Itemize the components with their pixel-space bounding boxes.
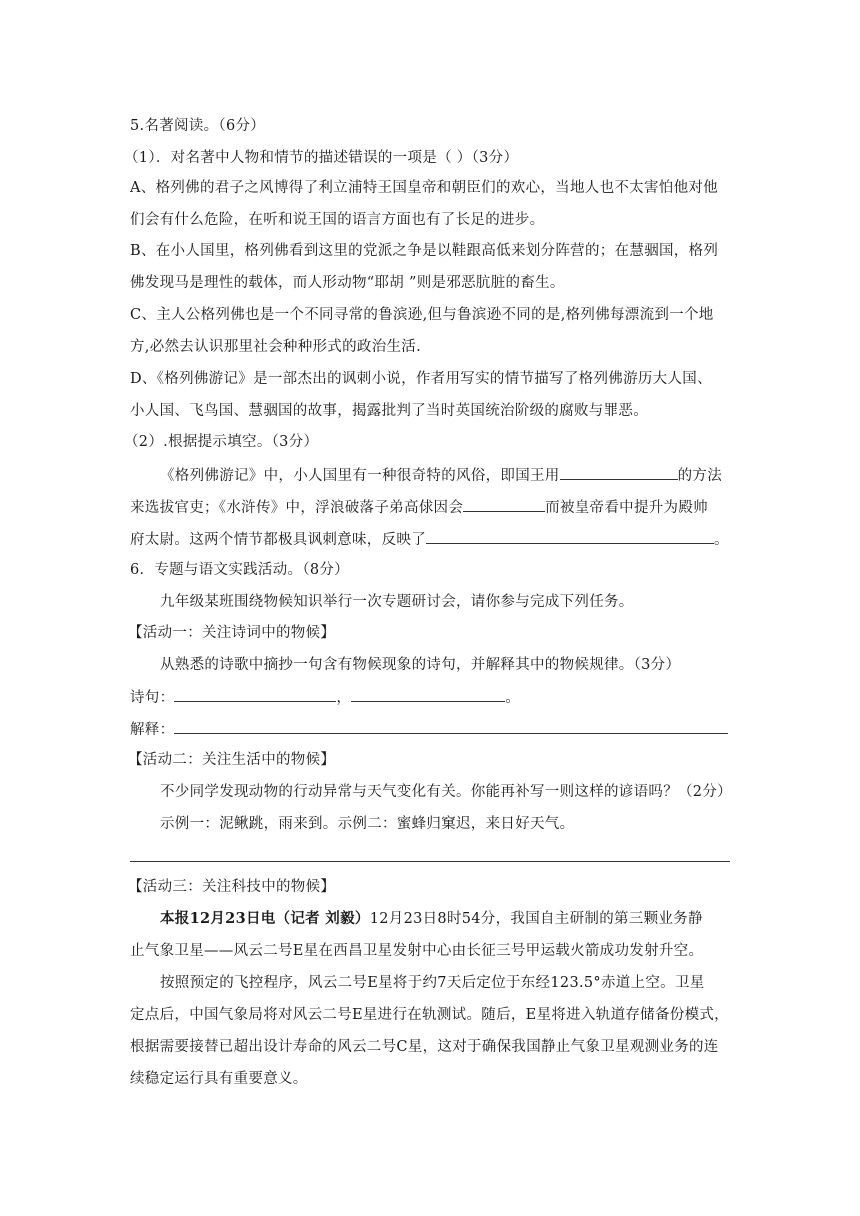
q5-fill-line3 <box>130 529 730 550</box>
activity2-example: 示例一：泥鳅跳，雨来到。示例二：蜜蜂归窠迟，来日好天气。 <box>160 816 575 832</box>
explain-label: 解释： <box>130 722 175 738</box>
q5-fill-text: 而被皇帝看中提升为殿帅 <box>545 500 708 516</box>
q5-option-a-line1: A、格列佛的君子之风博得了利立浦特王国皇帝和朝臣们的欢心，当地人也不太害怕他对他 <box>130 180 718 196</box>
news-text: 12月23日8时54分，我国自主研制的第三颗业务静 <box>369 911 703 927</box>
q5-title: 5.名著阅读。（6分） <box>130 118 266 134</box>
q5-fill-line1 <box>160 465 760 486</box>
q5-sub1: （1）．对名著中人物和情节的描述错误的一项是（ ）（3分） <box>124 150 519 166</box>
activity2-title: 【活动二：关注生活中的物候】 <box>128 752 336 768</box>
q5-fill-text: 。 <box>714 532 729 548</box>
answer-line[interactable] <box>130 861 730 862</box>
news-paragraph2-line2: 定点后，中国气象局将对风云二号E星进行在轨测试。随后，E星将进入轨道存储备份模式， <box>130 1007 729 1023</box>
q6-title: 6．专题与语文实践活动。（8分） <box>130 562 349 578</box>
q5-fill-text: 府太尉。这两个情节都极具讽刺意味，反映了 <box>130 532 426 548</box>
q5-option-b-line2: 佛发现马是理性的载体，而人形动物“耶胡 ”则是邪恶肮脏的畜生。 <box>130 275 565 291</box>
q5-option-d-line1: D、《格列佛游记》是一部杰出的讽刺小说，作者用写实的情节描写了格列佛游历大人国、 <box>130 371 712 387</box>
news-paragraph1-line1 <box>160 909 760 929</box>
q5-fill-line2 <box>130 497 730 518</box>
q5-option-d-line2: 小人国、飞鸟国、慧骃国的故事，揭露批判了当时英国统治阶级的腐败与罪恶。 <box>130 403 648 419</box>
answer-blank[interactable] <box>426 529 714 544</box>
q5-option-c-line2: 方,必然去认识那里社会种种形式的政治生活. <box>130 339 422 355</box>
poem-end: 。 <box>505 690 521 706</box>
news-paragraph2-line4: 续稳定运行具有重要意义。 <box>130 1071 308 1087</box>
news-paragraph1-line2: 止气象卫星——风云二号E星在西昌卫星发射中心由长征三号甲运载火箭成功发射升空。 <box>130 943 704 959</box>
activity1-title: 【活动一：关注诗词中的物候】 <box>128 625 336 641</box>
activity1-task: 从熟悉的诗歌中摘抄一句含有物候现象的诗句，并解释其中的物候规律。（3分） <box>160 657 681 673</box>
news-paragraph2-line3: 根据需要接替已超出设计寿命的风云二号C星，这对于确保我国静止气象卫星观测业务的连 <box>130 1039 719 1055</box>
activity3-title: 【活动三：关注科技中的物候】 <box>128 879 336 895</box>
poem-comma: ， <box>336 690 352 706</box>
q5-fill-text: 的方法 <box>677 468 723 484</box>
q5-option-a-line2: 们会有什么危险，在听和说王国的语言方面也有了长足的进步。 <box>130 212 545 228</box>
activity2-task: 不少同学发现动物的行动异常与天气变化有关。你能再补写一则这样的谚语吗？（2分） <box>160 784 732 800</box>
q6-intro: 九年级某班围绕物候知识举行一次专题研讨会，请你参与完成下列任务。 <box>160 594 634 610</box>
poem-blank-1[interactable] <box>174 687 336 702</box>
explain-blank[interactable] <box>174 719 728 734</box>
q5-fill-text: 《格列佛游记》中，小人国里有一种很奇特的风俗，即国王用 <box>160 468 560 484</box>
q5-fill-text: 来选拔官吏；《水浒传》中，浮浪破落子弟高俅因会 <box>130 500 464 516</box>
poem-blank-2[interactable] <box>351 687 505 702</box>
answer-blank[interactable] <box>560 465 678 480</box>
q5-option-c-line1: C、主人公格列佛也是一个不同寻常的鲁滨逊,但与鲁滨逊不同的是,格列佛每漂流到一个地 <box>130 307 714 323</box>
news-lead: 本报12月23日电（记者 刘毅） <box>160 910 370 927</box>
news-paragraph2-line1: 按照预定的飞控程序，风云二号E星将于约7天后定位于东经123.5°赤道上空。卫星 <box>160 975 705 991</box>
answer-blank[interactable] <box>463 497 545 512</box>
q5-option-b-line1: B、在小人国里，格列佛看到这里的党派之争是以鞋跟高低来划分阵营的；在慧骃国，格列 <box>130 243 719 259</box>
q5-sub2: （2）.根据提示填空。（3分） <box>124 434 319 450</box>
poem-line <box>130 687 730 708</box>
explain-line <box>130 719 730 740</box>
poem-label: 诗句： <box>130 690 175 706</box>
